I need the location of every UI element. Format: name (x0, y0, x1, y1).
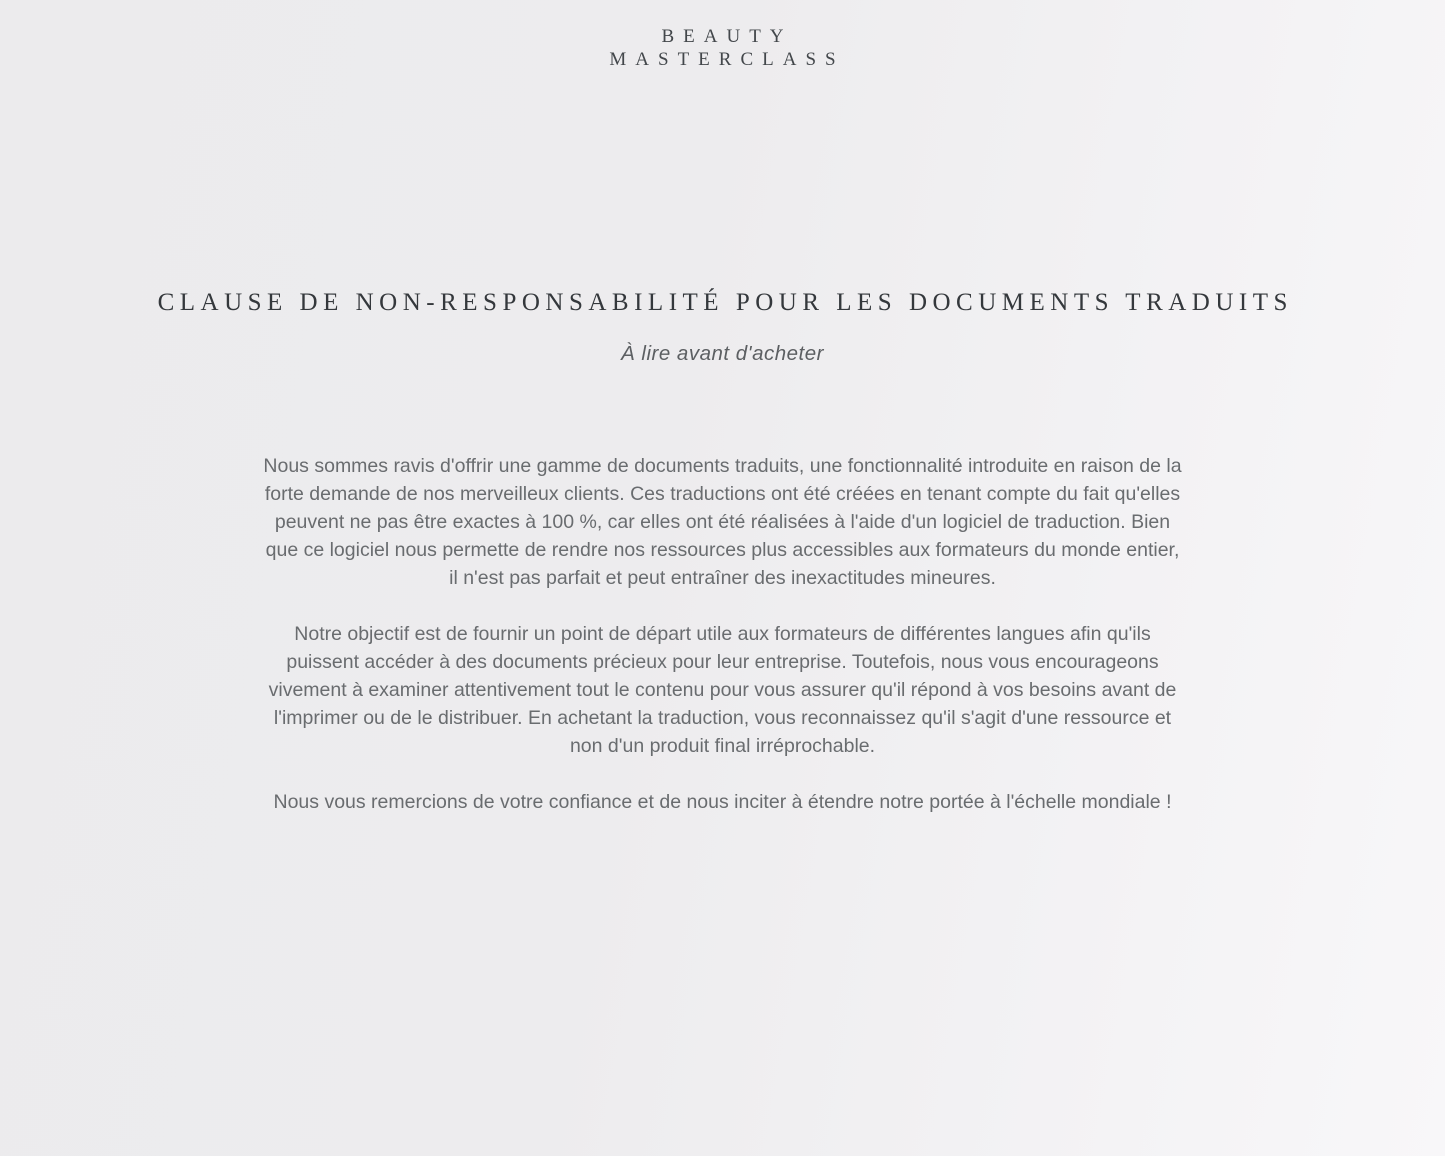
paragraph-intro: Nous sommes ravis d'offrir une gamme de documents traduits, une fonctionnalité introduite en raison de la forte demande de nos merveilleux clients. Ces traductions ont été créées en tenant compte du fait qu'elles peuvent ne pas être exactes à 100 %, car elles ont été réalisées à l'aide d'un logiciel de traduction. Bien que ce logiciel nous permette de rendre nos ressources plus accessibles aux formateurs du monde entier, il n'est pas parfait et peut entraîner des inexactitudes mineures. (263, 455, 1182, 589)
paragraph-thanks: Nous vous remercions de votre confiance et de nous inciter à étendre notre portée à l'échelle mondiale ! (273, 791, 1172, 813)
brand-header (0, 0, 1445, 71)
paragraph-objective: Notre objectif est de fournir un point de départ utile aux formateurs de différentes langues afin qu'ils puissent accéder à des documents précieux pour leur entreprise. Toutefois, nous vous encourageons vivement à examiner attentivement tout le contenu pour vous assurer qu'il répond à vos besoins avant de l'imprimer ou de le distribuer. En achetant la traduction, vous reconnaissez qu'il s'agit d'une ressource et non d'un produit final irréprochable. (268, 623, 1177, 757)
page-subtitle: À lire avant d'acheter (621, 342, 824, 365)
brand-line-1: BEAUTY (661, 26, 793, 47)
disclaimer-body (263, 452, 1183, 816)
brand-line-2: MASTERCLASS (609, 49, 845, 70)
page-title: CLAUSE DE NON-RESPONSABILITÉ POUR LES DOCUMENTS TRADUITS (157, 289, 1293, 316)
document-content (0, 288, 1445, 816)
